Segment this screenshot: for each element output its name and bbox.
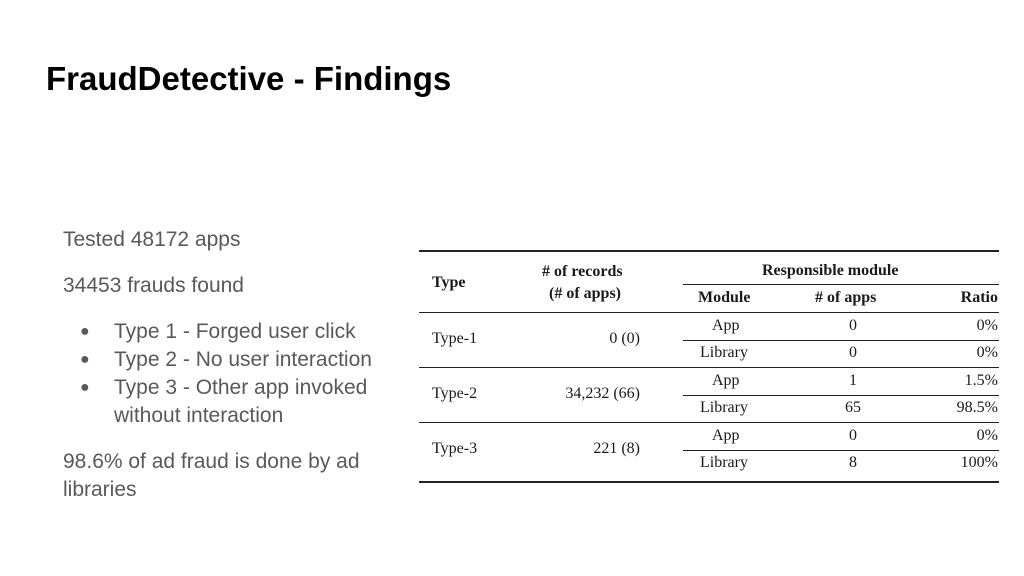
- row-type: Type-1: [432, 330, 478, 347]
- row-ratio: 98.5%: [956, 399, 998, 416]
- row3-inner-rule: [683, 450, 999, 451]
- tested-apps-text: Tested 48172 apps: [63, 228, 241, 251]
- header-records-line1: # of records: [542, 263, 623, 280]
- row-num-apps: 65: [845, 399, 861, 416]
- header-bottom-rule: [419, 312, 999, 313]
- row-num-apps: 0: [849, 427, 857, 444]
- header-responsible-module: Responsible module: [762, 262, 899, 279]
- frauds-found-text: 34453 frauds found: [63, 274, 244, 297]
- row-ratio: 0%: [976, 317, 998, 334]
- row-records: 0 (0): [609, 330, 640, 347]
- table-top-rule: [419, 250, 999, 252]
- row2-bottom-rule: [419, 422, 999, 423]
- slide-title: FraudDetective - Findings: [46, 60, 452, 97]
- fraud-type-label: Type 2 - No user interaction: [114, 348, 372, 371]
- fraud-type-list: [63, 318, 408, 430]
- row1-inner-rule: [683, 340, 999, 341]
- row-ratio: 0%: [976, 427, 998, 444]
- fraud-type-item: [63, 318, 408, 346]
- row-module: App: [712, 427, 740, 444]
- header-type: Type: [432, 274, 466, 291]
- bullet-icon: ●: [80, 323, 90, 340]
- row-records: 221 (8): [593, 440, 640, 457]
- row-module: App: [712, 317, 740, 334]
- row1-bottom-rule: [419, 367, 999, 368]
- row-module: Library: [700, 399, 748, 416]
- results-table: [419, 250, 999, 483]
- row-ratio: 100%: [960, 454, 998, 471]
- fraud-type-item: [63, 374, 408, 430]
- row-module: Library: [700, 344, 748, 361]
- row-num-apps: 1: [849, 372, 857, 389]
- fraud-type-label: Type 3 - Other app invoked without interaction: [114, 376, 368, 427]
- findings-text: [63, 226, 408, 504]
- row-ratio: 1.5%: [964, 372, 998, 389]
- bullet-icon: ●: [80, 379, 90, 396]
- conclusion-text: 98.6% of ad fraud is done by ad libraries: [63, 450, 360, 501]
- row-type: Type-3: [432, 440, 478, 457]
- row2-inner-rule: [683, 395, 999, 396]
- row-num-apps: 0: [849, 317, 857, 334]
- row-module: Library: [700, 454, 748, 471]
- header-module: Module: [698, 289, 751, 306]
- row-records: 34,232 (66): [565, 385, 640, 402]
- row-type: Type-2: [432, 385, 478, 402]
- table-bottom-rule: [419, 481, 999, 483]
- header-records-line2: (# of apps): [549, 285, 622, 302]
- fraud-type-label: Type 1 - Forged user click: [114, 320, 356, 343]
- responsible-header-rule: [683, 284, 999, 285]
- header-num-apps: # of apps: [815, 289, 877, 306]
- bullet-icon: ●: [80, 351, 90, 368]
- row-num-apps: 0: [849, 344, 857, 361]
- fraud-type-item: [63, 346, 408, 374]
- row-ratio: 0%: [976, 344, 998, 361]
- row-num-apps: 8: [849, 454, 857, 471]
- row-module: App: [712, 372, 740, 389]
- header-ratio: Ratio: [960, 289, 998, 306]
